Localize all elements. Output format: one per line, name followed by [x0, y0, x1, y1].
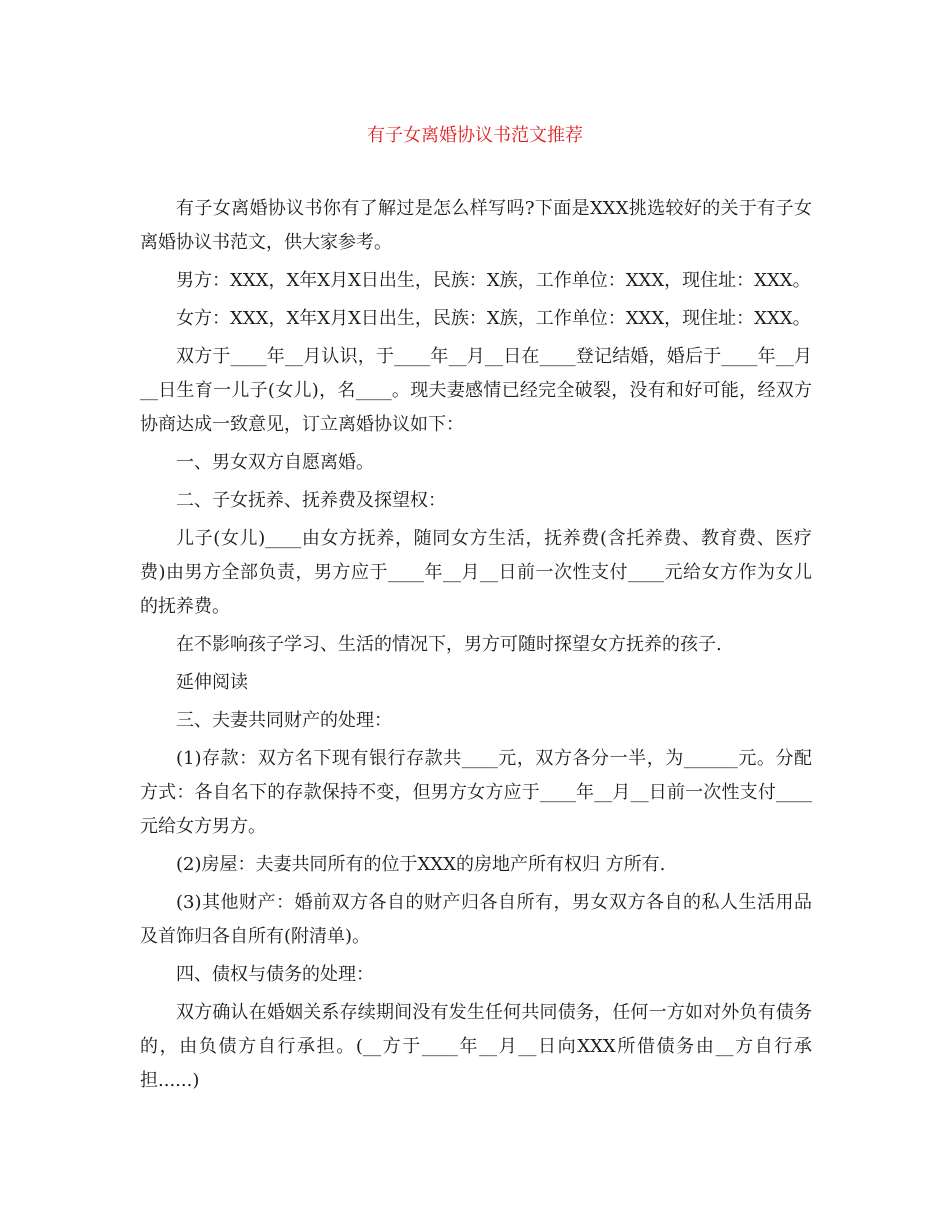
paragraph-clause-3-heading: 三、夫妻共同财产的处理：	[176, 710, 392, 731]
paragraph-intro: 有子女离婚协议书你有了解过是怎么样写吗?下面是XXX挑选较好的关于有子女离婚协议书范文，供大家参考。	[140, 198, 812, 253]
paragraph-child-support: 儿子(女儿)____由女方抚养，随同女方生活，抚养费(含托养费、教育费、医疗费)由男方全部负责，男方应于____年__月__日前一次性支付____元给女方作为女儿的抚养费。	[140, 528, 812, 617]
paragraph-visitation: 在不影响孩子学习、生活的情况下，男方可随时探望女方抚养的孩子.	[176, 634, 722, 655]
document-title: 有子女离婚协议书范文推荐	[367, 125, 583, 146]
paragraph-further-reading: 延伸阅读	[176, 672, 248, 693]
paragraph-clause-2-heading: 二、子女抚养、抚养费及探望权：	[176, 490, 446, 511]
paragraph-clause-4-heading: 四、债权与债务的处理：	[176, 964, 374, 985]
paragraph-husband-info: 男方：XXX，X年X月X日出生，民族：X族，工作单位：XXX，现住址：XXX。	[176, 270, 811, 291]
paragraph-other-property: (3)其他财产：婚前双方各自的财产归各自所有，男女双方各自的私人生活用品及首饰归各自所有(附清单)。	[140, 892, 812, 947]
paragraph-house: (2)房屋：夫妻共同所有的位于XXX的房地产所有权归 方所有.	[176, 854, 666, 875]
paragraph-marriage-history: 双方于____年__月认识，于____年__月__日在____登记结婚，婚后于____年__月__日生育一儿子(女儿)，名____。现夫妻感情已经完全破裂，没有和好可能，经双方协商达成一致意见，订立离婚协议如下：	[140, 346, 812, 435]
paragraph-clause-1: 一、男女双方自愿离婚。	[176, 452, 374, 473]
paragraph-deposits: (1)存款：双方名下现有银行存款共____元，双方各分一半，为______元。分配方式：各自名下的存款保持不变，但男方女方应于____年__月__日前一次性支付____元给女方男方。	[140, 748, 812, 837]
paragraph-debts: 双方确认在婚姻关系存续期间没有发生任何共同债务，任何一方如对外负有债务的，由负债方自行承担。(__方于____年__月__日向XXX所借债务由__方自行承担......)	[140, 1002, 812, 1091]
paragraph-wife-info: 女方：XXX，X年X月X日出生，民族：X族，工作单位：XXX，现住址：XXX。	[176, 308, 811, 329]
document-body	[140, 192, 812, 1102]
